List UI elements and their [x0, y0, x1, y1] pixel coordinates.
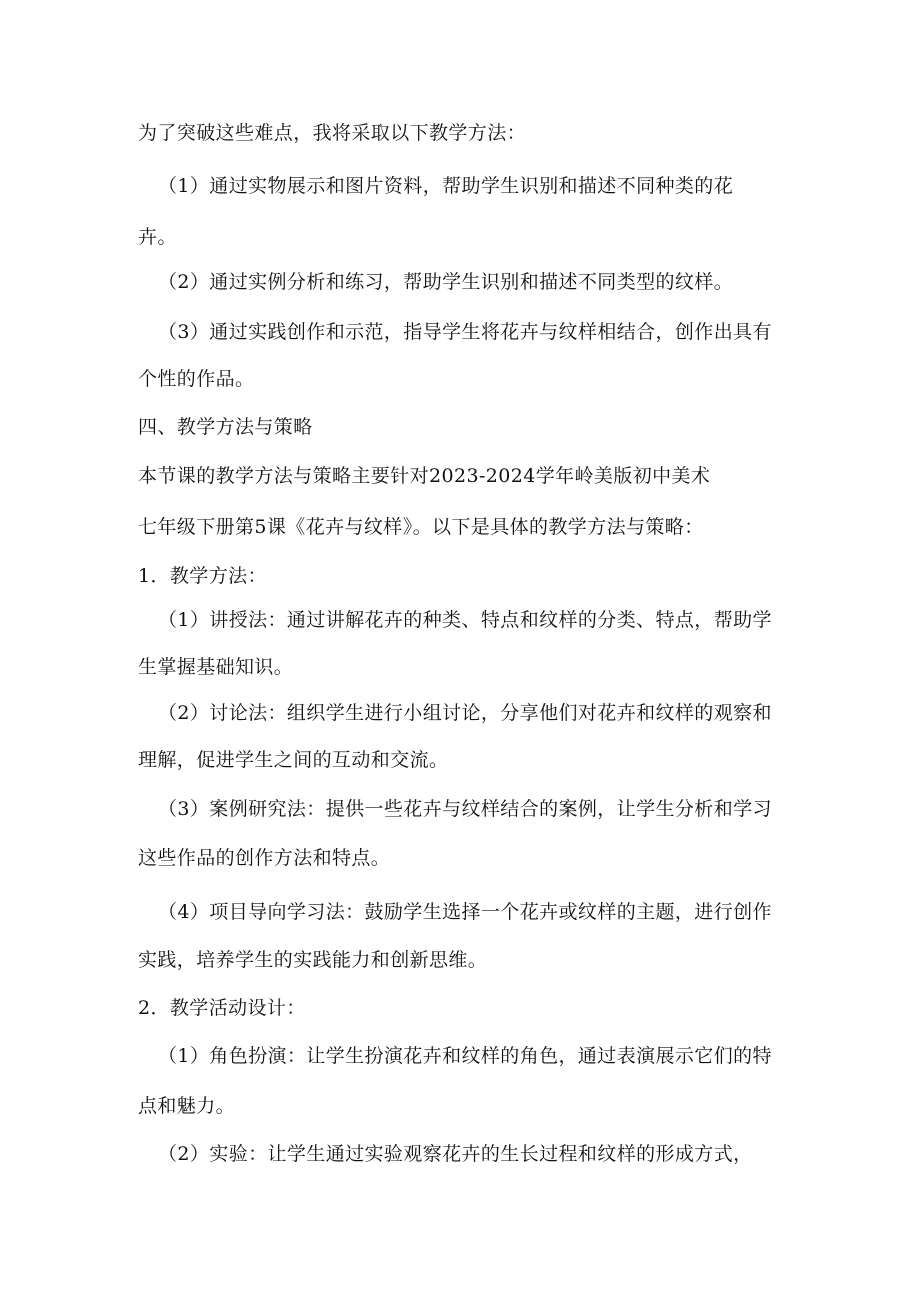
teaching-method-1-line-1: （1）讲授法：通过讲解花卉的种类、特点和纹样的分类、特点，帮助学	[158, 609, 772, 631]
activity-2-line-1: （2）实验：让学生通过实验观察花卉的生长过程和纹样的形成方式，	[158, 1143, 753, 1165]
teaching-method-1-line-2: 生掌握基础知识。	[138, 656, 294, 678]
subheading-teaching-methods: 1．教学方法：	[138, 565, 267, 587]
method-item-3-line-1: （3）通过实践创作和示范，指导学生将花卉与纹样相结合，创作出具有	[158, 321, 772, 343]
activity-1-line-1: （1）角色扮演：让学生扮演花卉和纹样的角色，通过表演展示它们的特	[158, 1045, 772, 1067]
activity-1-line-2: 点和魅力。	[138, 1095, 236, 1117]
teaching-method-4-line-2: 实践，培养学生的实践能力和创新思维。	[138, 949, 488, 971]
teaching-method-2-line-1: （2）讨论法：组织学生进行小组讨论，分享他们对花卉和纹样的观察和	[158, 702, 772, 724]
section-4-intro-line-2: 七年级下册第5课《花卉与纹样》。以下是具体的教学方法与策略：	[138, 516, 704, 538]
teaching-method-2-line-2: 理解，促进学生之间的互动和交流。	[138, 749, 449, 771]
method-item-2: （2）通过实例分析和练习，帮助学生识别和描述不同类型的纹样。	[158, 271, 734, 293]
teaching-method-4-line-1: （4）项目导向学习法：鼓励学生选择一个花卉或纹样的主题，进行创作	[158, 901, 772, 923]
paragraph-intro: 为了突破这些难点，我将采取以下教学方法：	[138, 122, 527, 144]
teaching-method-3-line-2: 这些作品的创作方法和特点。	[138, 847, 391, 869]
subheading-activity-design: 2．教学活动设计：	[138, 997, 306, 1019]
section-4-intro-line-1: 本节课的教学方法与策略主要针对2023-2024学年岭美版初中美术	[138, 465, 711, 487]
teaching-method-3-line-1: （3）案例研究法：提供一些花卉与纹样结合的案例，让学生分析和学习	[158, 798, 772, 820]
method-item-3-line-2: 个性的作品。	[138, 368, 255, 390]
method-item-1-line-1: （1）通过实物展示和图片资料，帮助学生识别和描述不同种类的花	[158, 175, 734, 197]
method-item-1-line-2: 卉。	[138, 226, 177, 248]
section-heading-4: 四、教学方法与策略	[138, 416, 313, 438]
